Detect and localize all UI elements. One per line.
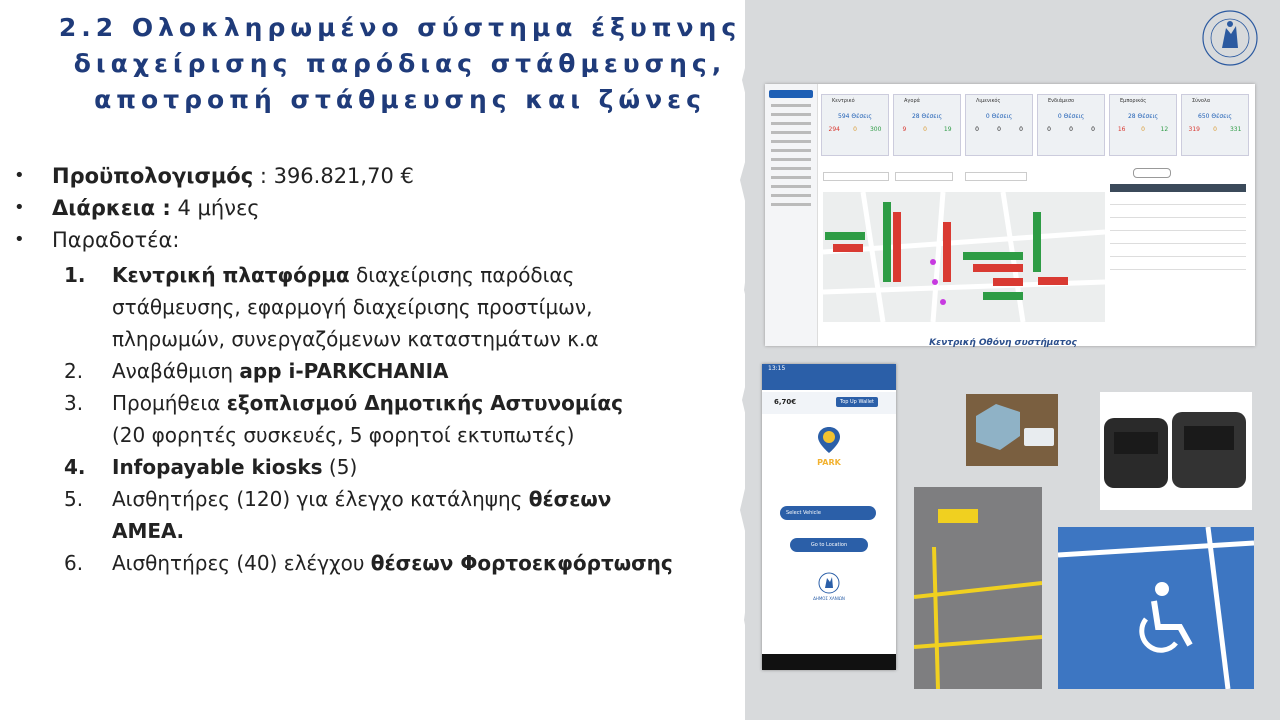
list-item: 3. Προμήθεια εξοπλισμού Δημοτικής Αστυνομίας (20 φορητές συσκευές, 5 φορητοί εκτυπωτές) [64, 391, 623, 447]
title-line-3: αποτροπή στάθμευσης και ζώνες [94, 85, 706, 114]
phone-app-screenshot: 13:15 6,70€ Top Up Wallet PARK Select Vehicle Go to Location ΔΗΜΟΣ ΧΑΝΙΩΝ [762, 364, 896, 670]
disabled-parking-photo [1058, 527, 1254, 689]
deliverables-list [14, 259, 744, 579]
duration-value: 4 μήνες [170, 196, 260, 220]
select-vehicle-button[interactable]: Select Vehicle [780, 506, 876, 520]
stat-card: Λιμενικός 0 Θέσεις 0 0 0 [965, 94, 1033, 156]
dashboard-screenshot [765, 84, 1255, 346]
deliverables-label: Παραδοτέα: [52, 228, 180, 252]
list-item: 1. Κεντρική πλατφόρμα διαχείρισης παρόδιας στάθμευσης, εφαρμογή διαχείρισης προστίμων, πληρωμών, συνεργαζόμενων καταστημάτων κ.α [64, 263, 599, 351]
stat-card: Αγορά 28 Θέσεις 9 0 19 [893, 94, 961, 156]
budget-label: Προϋπολογισμός [52, 164, 254, 188]
municipality-logo-icon [818, 572, 840, 594]
stat-card: Κεντρικό 594 Θέσεις 294 0 300 [821, 94, 889, 156]
map-pin-icon [816, 426, 842, 454]
list-item: 4. Infopayable kiosks (5) [64, 455, 358, 479]
duration-label: Διάρκεια : [52, 196, 171, 220]
municipality-seal-icon [1200, 8, 1260, 68]
events-table [1110, 184, 1246, 314]
title-line-2: διαχείρισης παρόδιας στάθμευσης, [73, 49, 727, 78]
list-item: 2. Αναβάθμιση app i-PARKCHANIA [64, 359, 449, 383]
go-to-location-button[interactable]: Go to Location [790, 538, 868, 552]
title-line-1: 2.2 Ολοκληρωμένο σύστημα έξυπνης [58, 13, 742, 42]
budget-value: 396.821,70 € [273, 164, 414, 188]
deliverables-bullet: • Παραδοτέα: [14, 228, 180, 252]
list-item: 5. Αισθητήρες (120) για έλεγχο κατάληψης θέσεων ΑΜΕΑ. [64, 487, 612, 543]
parking-map [823, 192, 1105, 322]
top-up-wallet-button[interactable]: Top Up Wallet [836, 397, 878, 407]
stat-card: Σύνολα 650 Θέσεις 319 0 331 [1181, 94, 1249, 156]
slide-title [0, 10, 800, 118]
budget-sep: : [253, 164, 274, 188]
sensor-photo [966, 394, 1058, 466]
printers-photo [1100, 392, 1252, 510]
duration-bullet: • Διάρκεια : 4 μήνες [14, 196, 260, 220]
budget-bullet: • Προϋπολογισμός : 396.821,70 € [14, 164, 414, 188]
stat-cards [821, 94, 1251, 156]
nav-bar [762, 654, 896, 670]
wallet-balance: 6,70€ [774, 398, 797, 406]
list-item: 6. Αισθητήρες (40) ελέγχου θέσεων Φορτοεκφόρτωσης [64, 551, 673, 575]
app-brand: PARK [817, 458, 841, 467]
footer-logo-text: ΔΗΜΟΣ ΧΑΝΙΩΝ [813, 596, 845, 601]
stat-card: Ενδιάμεσο 0 Θέσεις 0 0 0 [1037, 94, 1105, 156]
loading-zone-photo [914, 487, 1042, 689]
bullet-list [14, 160, 744, 579]
dashboard-caption: Κεντρική Οθόνη συστήματος [929, 338, 1077, 348]
stat-card: Εμπορικός 28 Θέσεις 16 0 12 [1109, 94, 1177, 156]
dashboard-sidebar [765, 84, 818, 346]
